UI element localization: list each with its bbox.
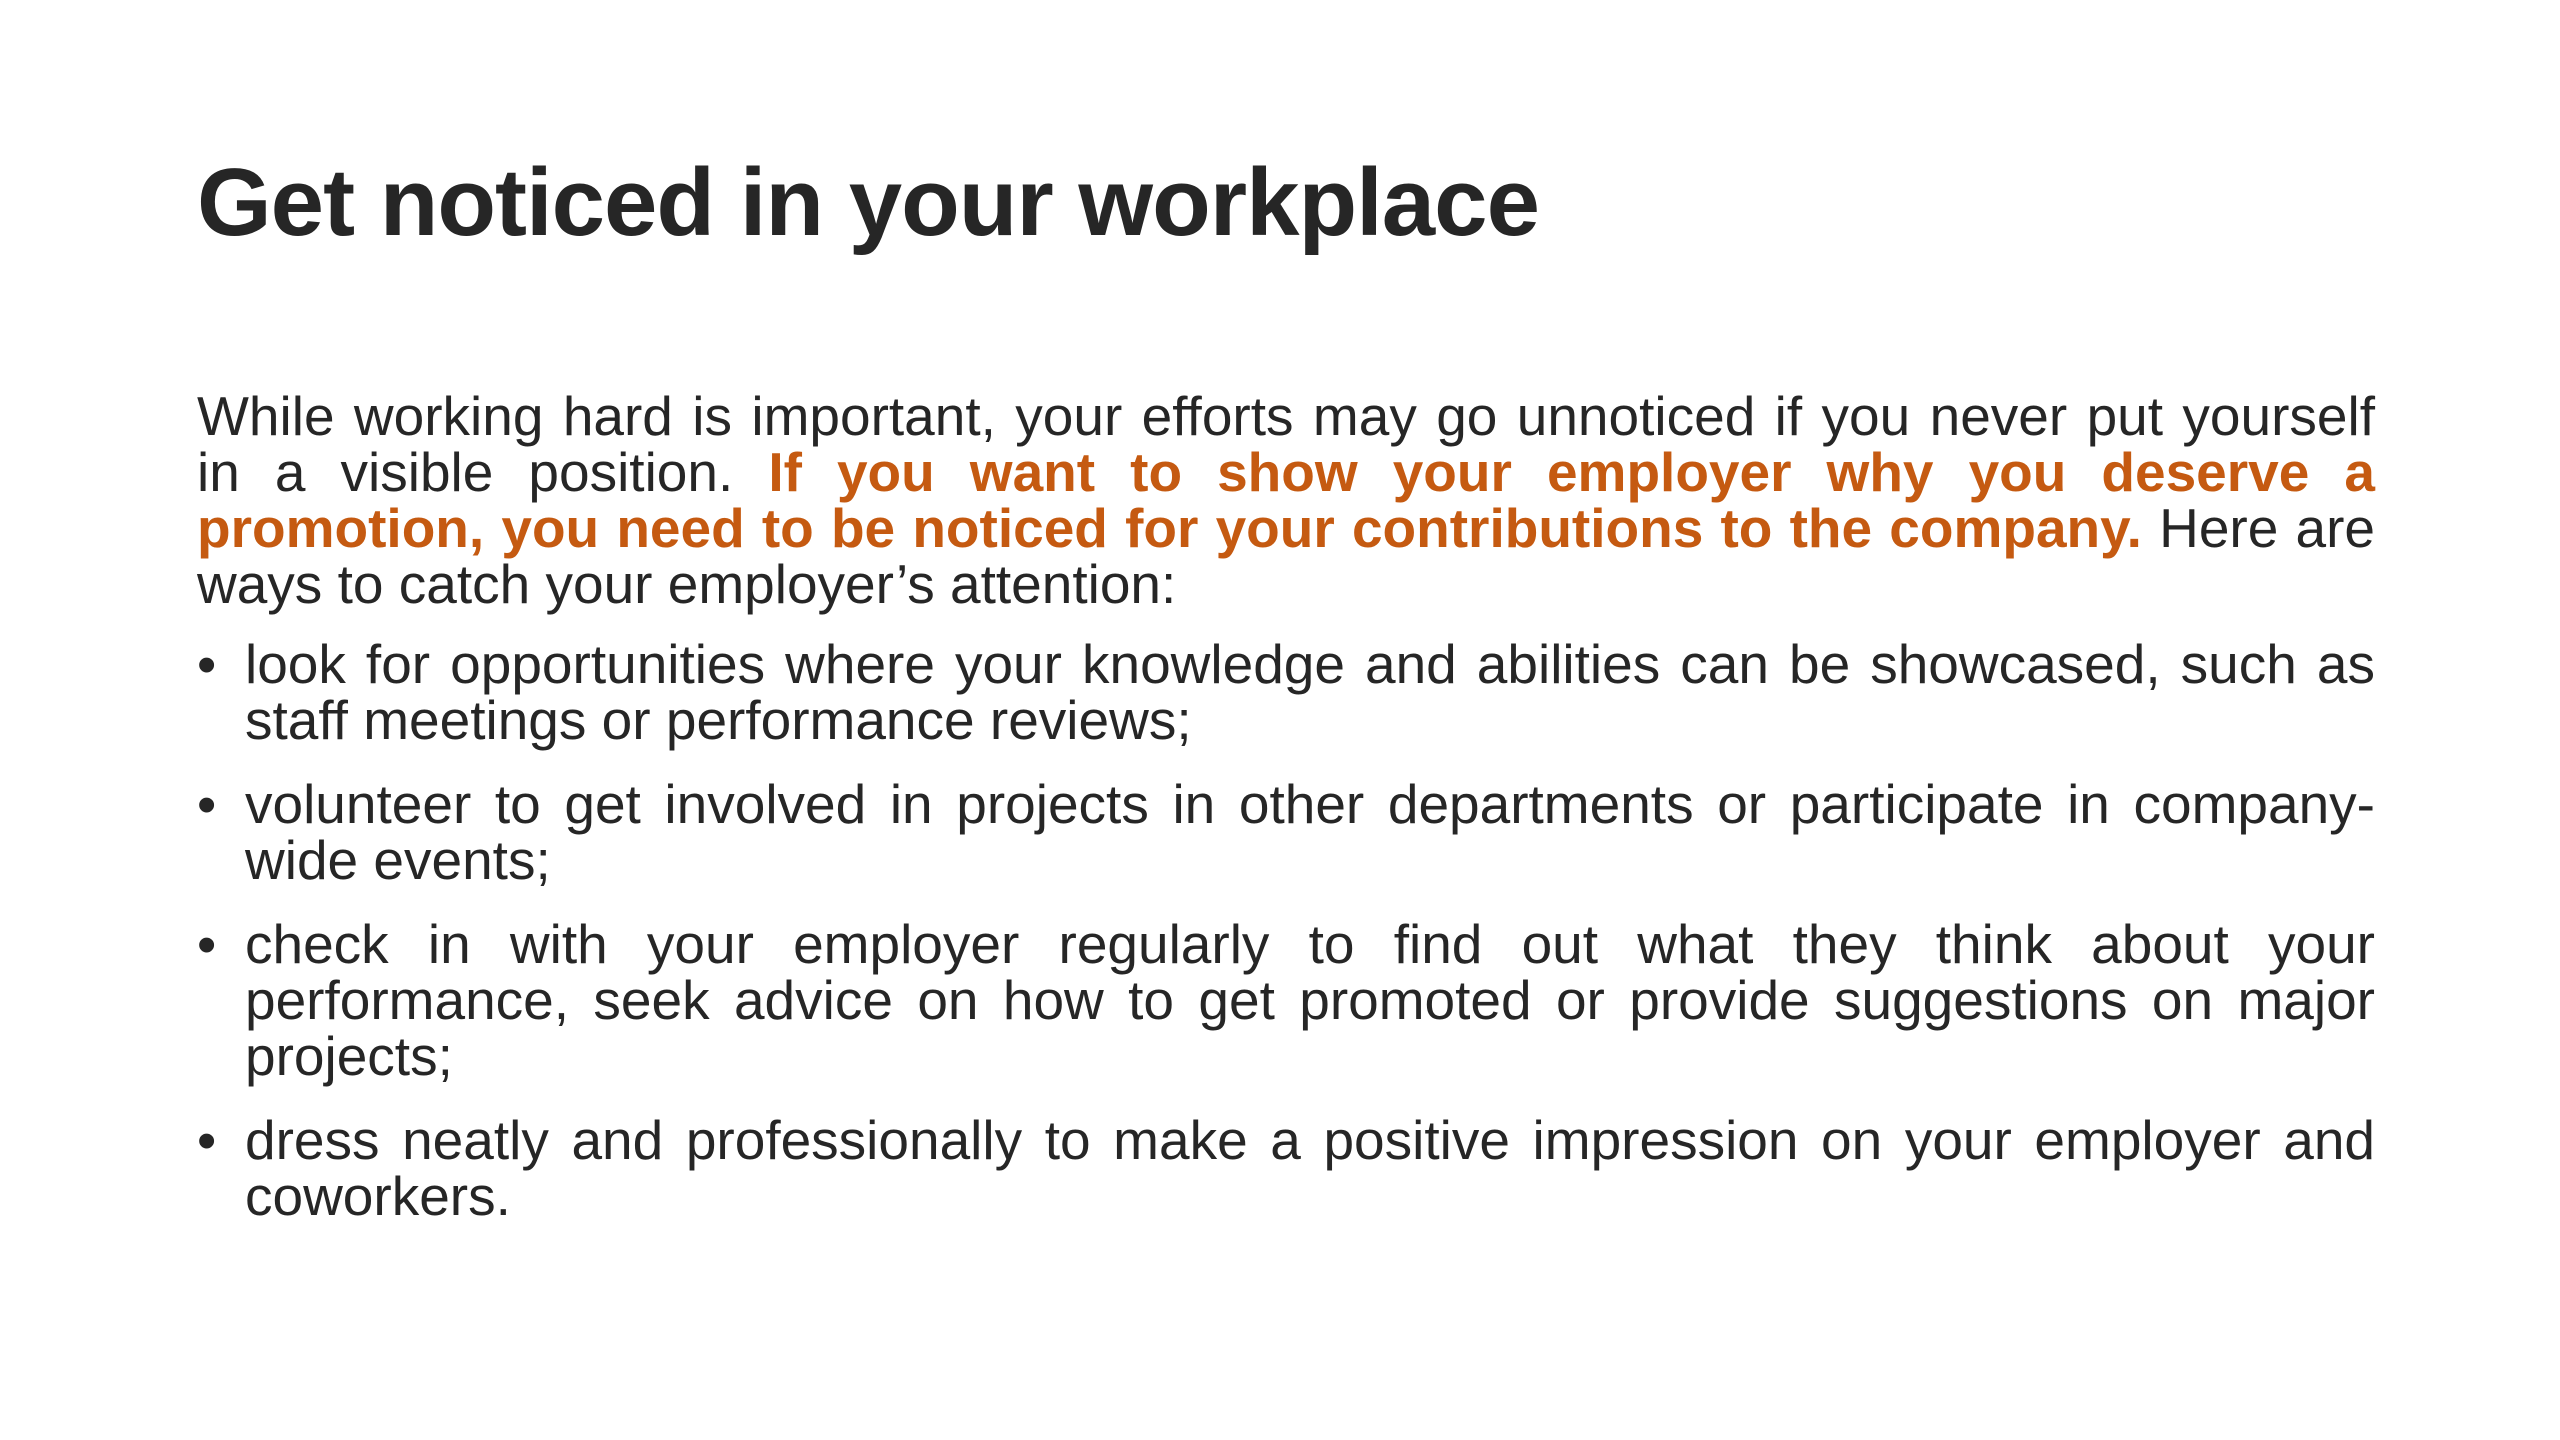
bullet-dot-icon: •: [197, 1109, 217, 1171]
bullet-text: dress neatly and professionally to make a positive impression on your employer and coworkers.: [245, 1109, 2375, 1227]
bullet-item: [197, 773, 2375, 891]
intro-paragraph: [197, 385, 2375, 615]
bullet-item: [197, 633, 2375, 751]
bullet-item: [197, 1109, 2375, 1227]
bullet-item: [197, 913, 2375, 1087]
bullet-dot-icon: •: [197, 913, 217, 975]
bullet-dot-icon: •: [197, 773, 217, 835]
intro-lead: While working hard is important, your efforts may go unnoticed if you never put yourself in a visible position.: [197, 385, 2375, 503]
bullet-text: check in with your employer regularly to find out what they think about your performance, seek advice on how to get promoted or provide suggestions on major projects;: [245, 913, 2375, 1087]
slide-body: [197, 385, 2375, 1252]
intro-tail: Here are ways to catch your employer’s attention:: [197, 497, 2375, 615]
slide-title: Get noticed in your workplace: [197, 149, 1539, 256]
bullet-dot-icon: •: [197, 633, 217, 695]
bullet-list: [197, 633, 2375, 1227]
intro-highlight: If you want to show your employer why you deserve a promotion, you need to be noticed for your contributions to the company.: [197, 441, 2375, 559]
bullet-text: look for opportunities where your knowledge and abilities can be showcased, such as staff meetings or performance reviews;: [245, 633, 2375, 751]
bullet-text: volunteer to get involved in projects in other departments or participate in company-wide events;: [245, 773, 2375, 891]
